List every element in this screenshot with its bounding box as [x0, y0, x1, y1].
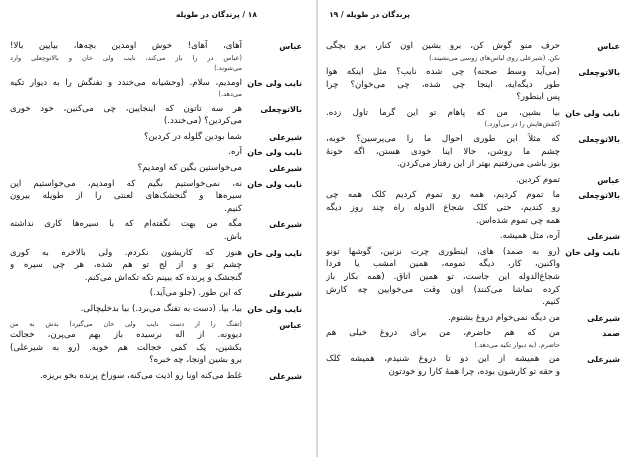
dialogue-text — [8, 218, 242, 243]
dialogue-line: طور دیگه‌ایه، اینجا چی شده، چی می‌خوان؟ چرا — [326, 79, 560, 90]
dialogue-line: تموم کردین. — [515, 174, 560, 185]
dialogue-line: من همیشه از این دو تا دروغ شنیدم، همیشه کلک — [326, 354, 560, 365]
dialogue-line: پس اینطور؟ — [516, 92, 560, 103]
dialogue-line: من دیگه نمی‌خوام دروغ بشنوم. — [447, 312, 560, 323]
speaker-name: بالاتوچعلی — [578, 134, 620, 144]
dialogue-line: کنیم. — [224, 203, 242, 214]
dialogue-text — [8, 146, 242, 159]
stage-direction-line: (کفش‌هایش را در می‌آورد.) — [484, 120, 560, 129]
dialogue-text — [326, 353, 560, 378]
dialogue-line: شجاع‌الدوله این جاست، تو همین اتاق. (همه بکار باز — [326, 271, 560, 282]
dialogue-entry — [8, 40, 302, 74]
speaker-name: عباس — [279, 320, 302, 330]
stage-direction-line: می‌دهد.) — [218, 90, 242, 99]
dialogue-entry — [326, 133, 620, 171]
left-page — [8, 6, 302, 451]
stage-direction-line: نکن. (شیرعلی روی لباس‌های روسی می‌نشیند.) — [429, 53, 560, 62]
page-header-right: پرندگان در طویله / ۱۹ — [329, 10, 410, 19]
dialogue-line: بکشین، یک کمی خجالت هم خوبه. (رو به شیرعلی) — [10, 342, 242, 353]
dialogue-text — [326, 40, 560, 63]
page-header-left: ۱۸ / پرندگان در طویله — [176, 10, 257, 19]
dialogue-text — [8, 370, 242, 383]
dialogue-line: بیا، بیا. (دست به تفنگ می‌برد.) بیا بدخلیچالی. — [80, 304, 242, 314]
speaker-name: نایب ولی خان — [247, 78, 302, 88]
dialogue-line: آره. — [228, 147, 242, 158]
dialogue-line: همه چی تموم شده‌اس. — [476, 215, 560, 226]
dialogue-entry — [326, 230, 620, 243]
dialogue-text — [8, 40, 242, 74]
stage-direction-line: می‌شوند.) — [214, 64, 242, 73]
dialogue-list-right — [326, 40, 620, 382]
dialogue-text — [8, 103, 242, 128]
dialogue-entry — [8, 218, 302, 243]
dialogue-text — [326, 230, 560, 243]
dialogue-entry — [8, 303, 302, 316]
dialogue-text — [326, 246, 560, 309]
dialogue-entry — [326, 353, 620, 378]
speaker-name: عباس — [279, 42, 302, 51]
dialogue-entry — [8, 370, 302, 383]
dialogue-entry — [326, 246, 620, 309]
dialogue-line: چشم تو و از لج تو هم شده، هر چی سیره و — [10, 260, 242, 271]
dialogue-entry — [326, 66, 620, 104]
speaker-name: شیرعلی — [587, 313, 620, 323]
dialogue-text — [8, 247, 242, 285]
dialogue-text — [326, 327, 560, 350]
stage-direction-line: (عباس در را باز می‌کند، نایب ولی خان و بالاتوچعلی وارد — [10, 53, 242, 62]
dialogue-entry — [8, 77, 302, 100]
dialogue-line: واکنین، کار، دیگه تمومه، همین امشب یا فردا — [326, 259, 560, 270]
dialogue-entry — [8, 319, 302, 367]
dialogue-entry — [326, 40, 620, 63]
stage-direction-line: حاضرم. (به دیوار تکیه می‌دهد.) — [474, 340, 560, 349]
dialogue-text — [8, 303, 242, 316]
dialogue-line: (رو به صمد) های، اینطوری چرت نزنین، گوشها تونو — [326, 246, 560, 257]
dialogue-line: بیا بشین، من که پاهام تو این گرما تاول زده. — [326, 107, 560, 118]
speaker-name: نایب ولی خان — [565, 247, 620, 257]
dialogue-text — [8, 77, 242, 100]
dialogue-entry — [326, 174, 620, 187]
speaker-name: شیرعلی — [587, 232, 620, 242]
dialogue-text — [326, 189, 560, 227]
speaker-name: نایب ولی خان — [247, 179, 302, 189]
speaker-name: بالاتوچعلی — [578, 68, 620, 78]
speaker-name: شیرعلی — [269, 164, 302, 174]
dialogue-line: برو بشین اونجا، چه خبره؟ — [149, 355, 242, 366]
speaker-name: بالاتوچعلی — [578, 191, 620, 201]
dialogue-line: رو کندیم، حتی کلک شجاع الدوله راه چند روز دیگه — [326, 202, 560, 213]
dialogue-line: که این طور. (جلو می‌آید.) — [149, 288, 242, 299]
dialogue-line: گنجشک و پرنده که ببینم تکه تکه‌اش می‌کنم. — [84, 272, 242, 283]
dialogue-entry — [326, 327, 620, 350]
right-page — [326, 6, 620, 451]
dialogue-text — [326, 66, 560, 104]
dialogue-line: بوز باشی می‌رفتیم بهتر از این رفتار می‌کردن. — [396, 159, 560, 170]
speaker-name: نایب ولی خان — [565, 108, 620, 118]
dialogue-line: و حقه تو کارشون بوده، چرا همهٔ کارا رو خودتون — [388, 366, 560, 377]
speaker-name: عباس — [597, 175, 620, 185]
speaker-name: شیرعلی — [269, 289, 302, 299]
dialogue-line: دیوونه. از اله نرسیده باز بهم می‌پرن، خجالت — [10, 330, 242, 341]
dialogue-line: من که هم حاضرم، من برای دروغ خیلی هم — [326, 328, 560, 339]
dialogue-entry — [8, 287, 302, 300]
speaker-name: نایب ولی خان — [247, 305, 302, 314]
dialogue-line: آهای، آهای! خوش اومدین بچه‌ها، بیایین بالا! — [10, 41, 242, 51]
stage-direction-line: (تفنگ را از دست نایب ولی خان می‌گیرد) بدش به من — [10, 319, 242, 328]
dialogue-entry — [326, 107, 620, 130]
dialogue-entry — [8, 146, 302, 159]
dialogue-line: شما بودین گلوله در کردین؟ — [143, 131, 242, 142]
speaker-name: شیرعلی — [587, 355, 620, 365]
dialogue-text — [326, 133, 560, 171]
dialogue-text — [326, 312, 560, 325]
dialogue-entry — [8, 178, 302, 216]
dialogue-line: اومدیم، سلام. (وحشیانه می‌خندد و تفنگش را به دیوار تکیه — [10, 77, 242, 88]
speaker-name: نایب ولی خان — [247, 148, 302, 158]
dialogue-list-left — [8, 40, 302, 385]
dialogue-line: سیره‌ها و گنجشک‌های لعنتی را از طویله بیرون — [10, 191, 242, 202]
dialogue-entry — [326, 312, 620, 325]
dialogue-line: مگه من بهت نگفته‌ام که با سیره‌ها کاری نداشته — [10, 219, 242, 230]
dialogue-line: کنیم. — [542, 297, 560, 308]
speaker-name: صمد — [602, 329, 620, 339]
dialogue-line: ما تموم کردیم، همه رو تموم کردیم کلک همه چی — [326, 190, 560, 201]
speaker-name: شیرعلی — [269, 220, 302, 230]
dialogue-line: باش. — [223, 232, 242, 243]
dialogue-line: غلط می‌کنه اونا رو اذیت می‌کنه، سوراخ پرنده بخو بریزه. — [39, 370, 242, 381]
dialogue-entry — [326, 189, 620, 227]
dialogue-line: می‌کردین؟ (می‌خندد.) — [163, 116, 242, 127]
speaker-name: عباس — [597, 42, 620, 51]
dialogue-line: آره، مثل همیشه. — [499, 231, 560, 242]
dialogue-text — [8, 178, 242, 216]
dialogue-text — [8, 287, 242, 300]
speaker-name: شیرعلی — [269, 371, 302, 381]
dialogue-line: می‌خواستین بگین که اومدیم؟ — [137, 163, 242, 174]
page-gutter — [316, 0, 318, 457]
dialogue-line: حرف منو گوش کن، برو بشین اون کنار، برو بچگی — [326, 41, 560, 51]
dialogue-line: نه، نمی‌خواستیم بگیم که اومدیم، می‌خواستیم این — [10, 178, 242, 189]
dialogue-line: (می‌آید وسط صحنه) چی شده نایب؟ مثل اینکه هوا — [326, 67, 560, 78]
dialogue-line: هنوز که کاریشون نکردم. ولی بالاخره به کوری — [10, 247, 242, 258]
dialogue-entry — [8, 247, 302, 285]
speaker-name: نایب ولی خان — [247, 248, 302, 258]
dialogue-entry — [8, 103, 302, 128]
dialogue-line: کرده تماشا می‌کنند) اون وقت می‌خوایین چه کارش — [326, 284, 560, 295]
dialogue-line: که مثلاً این طوری احوال ما را می‌پرسین؟ خوبه، — [326, 133, 560, 144]
dialogue-text — [8, 131, 242, 144]
dialogue-text — [8, 162, 242, 175]
speaker-name: بالاتوچعلی — [260, 104, 302, 114]
dialogue-text — [326, 174, 560, 187]
dialogue-text — [326, 107, 560, 130]
speaker-name: شیرعلی — [269, 132, 302, 142]
dialogue-line: هر سه تاتون که اینجایین، چی می‌کنین، خود خوری — [10, 103, 242, 114]
dialogue-entry — [8, 162, 302, 175]
dialogue-text — [8, 319, 242, 367]
dialogue-line: چشم ما روشن، حالا اینا خودی هستن، اگه خونهٔ — [326, 146, 560, 157]
dialogue-entry — [8, 131, 302, 144]
